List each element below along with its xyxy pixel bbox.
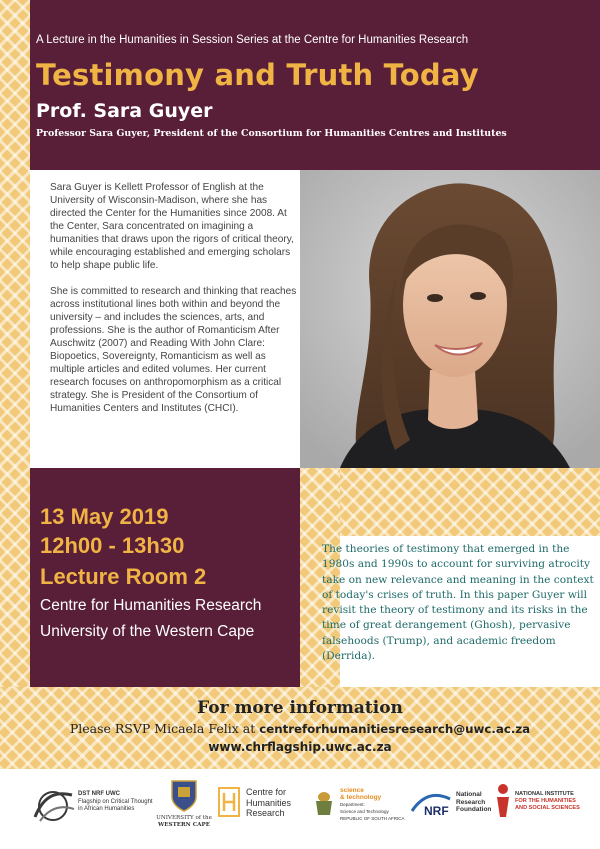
dst-line: & technology [340, 794, 382, 801]
uwc-text [150, 815, 218, 829]
nihss-line: FOR THE HUMANITIES [515, 798, 576, 804]
logo-bar [0, 769, 600, 849]
nrf-line: Research [456, 798, 486, 806]
speaker-role: Professor Sara Guyer, President of the Consortium for Humanities Centres and Institutes [36, 128, 507, 139]
nihss-line: NATIONAL INSTITUTE [515, 791, 574, 797]
nihss-line: AND SOCIAL SCIENCES [515, 805, 580, 811]
uwc-crest-icon [170, 779, 198, 813]
decorative-pattern-left [0, 0, 30, 687]
flagship-line: in African Humanities [78, 806, 135, 812]
chr-line: Centre for [246, 787, 287, 797]
chr-logo [218, 787, 240, 822]
dst-line: Science and Technology [340, 809, 389, 814]
flagship-emblem-icon [30, 787, 76, 825]
coat-of-arms-icon [312, 789, 336, 817]
flagship-logo [30, 787, 76, 830]
bio-paragraph: Sara Guyer is Kellett Professor of English at the University of Wisconsin-Madison, where she has directed the Center for the Humanities since 2008. At the Center, Sara concentrated on imagining a humanities that draws upon the rigors of critical theory, while encouraging established and emerging scholars to help shape public life. [50, 182, 294, 271]
bio-paragraph: She is committed to research and thinking that reaches across institutional lines both within and beyond the university – and includes the sciences, arts, and professions. She is the author of Romanticism After Auschwitz (2007) and Reading With John Clare: Biopoetics, Sovereignty, Romanticism as well as multiple articles and edited volumes. Her current research focuses on anthropomorphism as a critical strategy. She is President of the Consortium of Humanities Centers and Institutes (CHCI). [50, 286, 297, 414]
chr-text [246, 787, 291, 819]
dst-line: science [340, 787, 364, 794]
chr-line: Humanities [246, 797, 292, 808]
flagship-line: DST NRF UWC [78, 791, 120, 797]
info-title: For more information [197, 698, 403, 718]
speaker-name: Prof. Sara Guyer [36, 100, 213, 122]
nrf-text [456, 791, 491, 814]
series-line: A Lecture in the Humanities in Session Series at the Centre for Humanities Research [36, 34, 469, 46]
rsvp-line [0, 721, 600, 736]
chr-line: Research [246, 808, 285, 818]
nrf-line: Foundation [456, 806, 492, 813]
event-university: University of the Western Cape [40, 623, 255, 640]
rsvp-email-link[interactable]: centreforhumanitiesresearch@uwc.ac.za [259, 722, 531, 736]
speaker-photo [300, 170, 600, 468]
page-title: Testimony and Truth Today [36, 58, 479, 92]
dst-logo [312, 789, 336, 822]
nihss-figure-icon [494, 783, 512, 819]
chr-mark-icon [218, 787, 240, 817]
event-date: 13 May 2019 [40, 504, 169, 529]
nrf-mark-icon [410, 791, 454, 817]
flagship-line: Flagship on Critical Thought [78, 798, 153, 805]
nihss-text [515, 791, 580, 812]
speaker-bio [50, 181, 300, 428]
flagship-text [78, 791, 153, 814]
nrf-line: National [456, 791, 482, 798]
uwc-logo [170, 779, 198, 818]
lecture-abstract: The theories of testimony that emerged in the 1980s and 1990s to account for surviving atrocity take on new relevance and meaning in the context of today's crises of truth. In this paper Guyer will revisit the theory of testimony and its risks in the time of great derangement (Ghosh), pervasive falsehoods (Trump), and academic freedom (Derrida). [322, 543, 594, 663]
event-time: 12h00 - 13h30 [40, 533, 185, 558]
uwc-line: UNIVERSITY of the [156, 815, 212, 821]
event-centre: Centre for Humanities Research [40, 597, 262, 614]
uwc-line: WESTERN CAPE [158, 822, 210, 828]
dst-line: Department: [340, 802, 365, 807]
nrf-logo [410, 791, 454, 822]
dst-text [340, 787, 405, 822]
website-link[interactable]: www.chrflagship.uwc.ac.za [208, 740, 392, 754]
nihss-logo [494, 783, 512, 824]
event-room: Lecture Room 2 [40, 564, 207, 589]
decorative-pattern-right [340, 468, 600, 536]
dst-line: REPUBLIC OF SOUTH AFRICA [340, 816, 405, 821]
svg-text:NRF: NRF [424, 804, 449, 817]
rsvp-text: Please RSVP Micaela Felix at [69, 721, 260, 736]
